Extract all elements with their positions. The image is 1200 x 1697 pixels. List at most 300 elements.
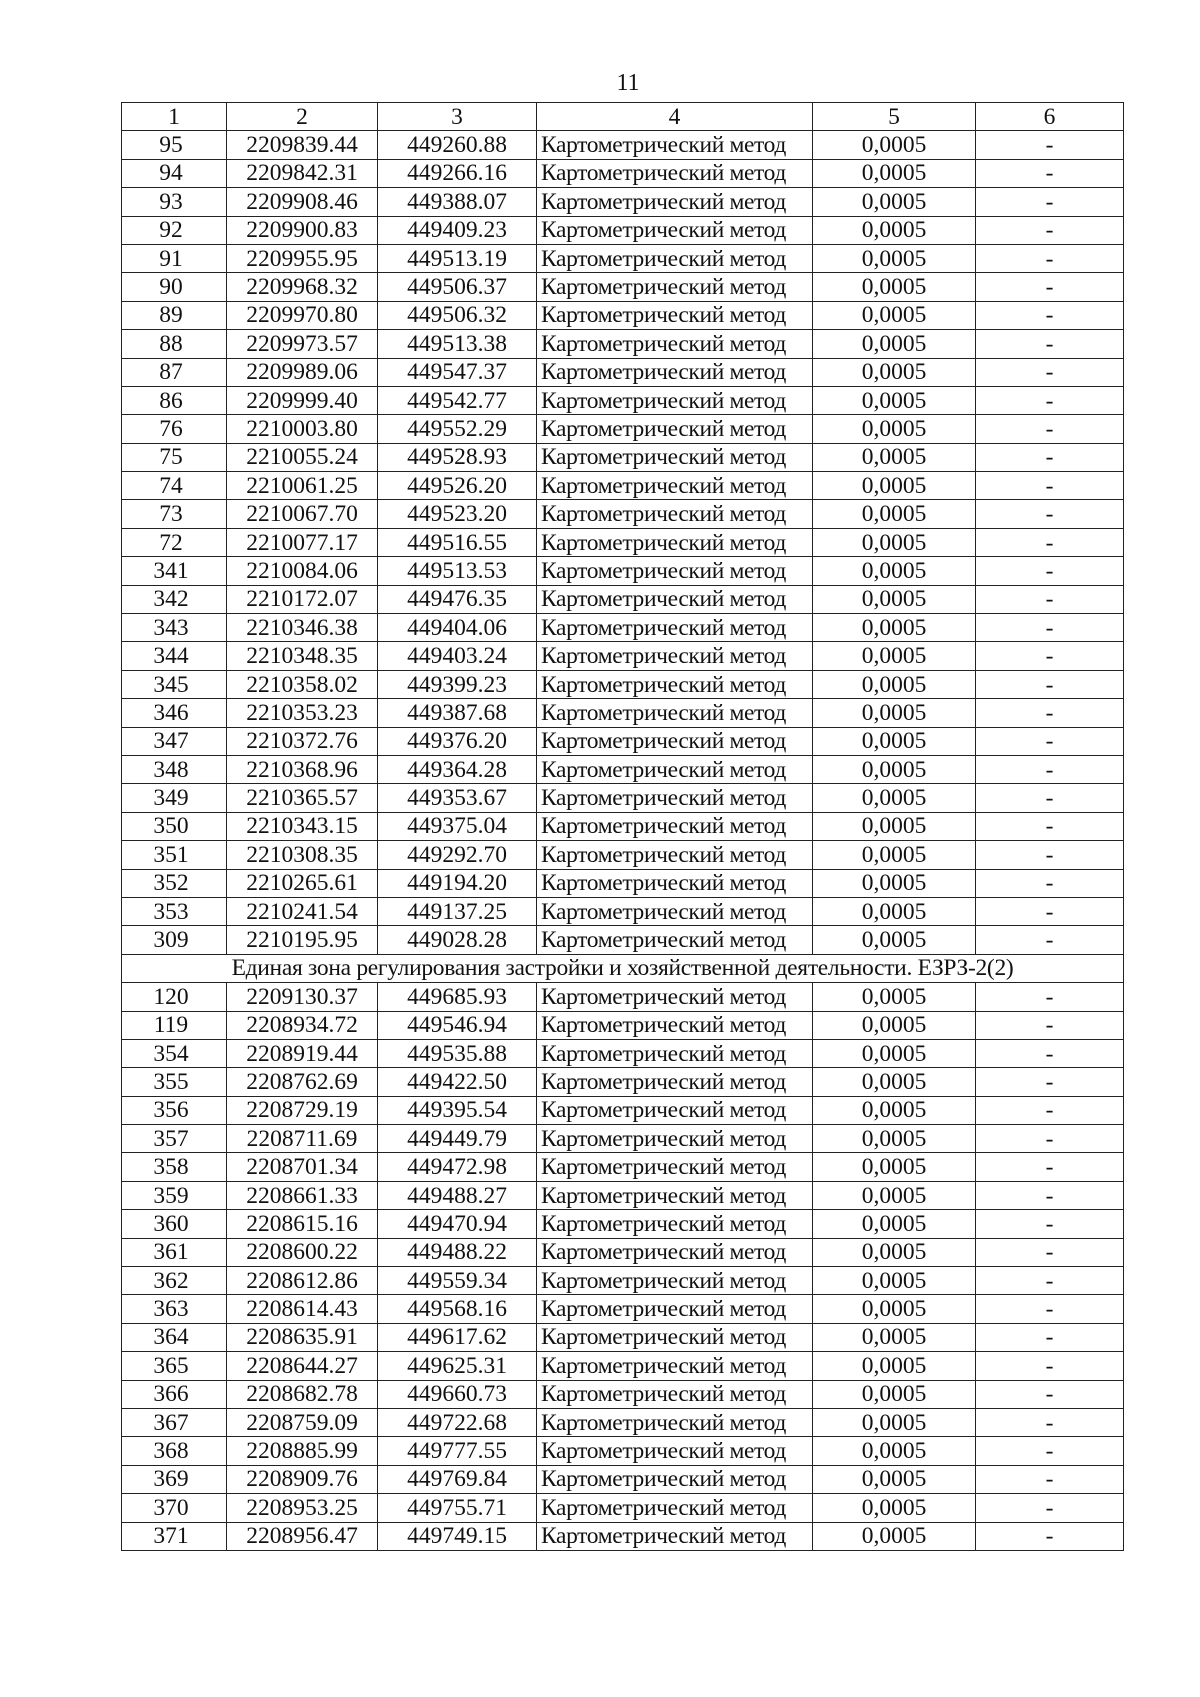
point-number: 73 (122, 500, 227, 528)
accuracy: 0,0005 (813, 642, 976, 670)
table-row (122, 330, 1124, 358)
x-coordinate: 2208956.47 (227, 1522, 378, 1550)
y-coordinate: 449513.53 (378, 557, 537, 585)
x-coordinate: 2208615.16 (227, 1210, 378, 1238)
method: Картометрический метод (537, 1011, 813, 1039)
x-coordinate: 2208919.44 (227, 1039, 378, 1067)
y-coordinate: 449292.70 (378, 841, 537, 869)
point-number: 367 (122, 1408, 227, 1436)
table-row (122, 500, 1124, 528)
x-coordinate: 2210241.54 (227, 897, 378, 925)
table-row (122, 415, 1124, 443)
y-coordinate: 449617.62 (378, 1323, 537, 1351)
column-number: 3 (378, 103, 537, 131)
accuracy: 0,0005 (813, 1096, 976, 1124)
accuracy: 0,0005 (813, 1181, 976, 1209)
method: Картометрический метод (537, 1125, 813, 1153)
note: - (976, 869, 1124, 897)
method: Картометрический метод (537, 926, 813, 954)
method: Картометрический метод (537, 188, 813, 216)
point-number: 90 (122, 273, 227, 301)
table-row (122, 1068, 1124, 1096)
table-row (122, 386, 1124, 414)
point-number: 95 (122, 131, 227, 159)
table-row (122, 1039, 1124, 1067)
x-coordinate: 2210265.61 (227, 869, 378, 897)
y-coordinate: 449546.94 (378, 1011, 537, 1039)
method: Картометрический метод (537, 1181, 813, 1209)
table-body (122, 103, 1124, 1551)
y-coordinate: 449625.31 (378, 1352, 537, 1380)
y-coordinate: 449506.32 (378, 301, 537, 329)
table-row (122, 897, 1124, 925)
accuracy: 0,0005 (813, 415, 976, 443)
method: Картометрический метод (537, 983, 813, 1011)
point-number: 362 (122, 1267, 227, 1295)
point-number: 358 (122, 1153, 227, 1181)
y-coordinate: 449266.16 (378, 159, 537, 187)
method: Картометрический метод (537, 330, 813, 358)
table-row (122, 528, 1124, 556)
accuracy: 0,0005 (813, 784, 976, 812)
point-number: 309 (122, 926, 227, 954)
accuracy: 0,0005 (813, 1380, 976, 1408)
column-number: 2 (227, 103, 378, 131)
accuracy: 0,0005 (813, 557, 976, 585)
table-row (122, 812, 1124, 840)
x-coordinate: 2208644.27 (227, 1352, 378, 1380)
y-coordinate: 449769.84 (378, 1465, 537, 1493)
y-coordinate: 449535.88 (378, 1039, 537, 1067)
y-coordinate: 449523.20 (378, 500, 537, 528)
x-coordinate: 2210084.06 (227, 557, 378, 585)
y-coordinate: 449559.34 (378, 1267, 537, 1295)
method: Картометрический метод (537, 670, 813, 698)
x-coordinate: 2209842.31 (227, 159, 378, 187)
y-coordinate: 449399.23 (378, 670, 537, 698)
method: Картометрический метод (537, 472, 813, 500)
x-coordinate: 2209989.06 (227, 358, 378, 386)
note: - (976, 670, 1124, 698)
y-coordinate: 449353.67 (378, 784, 537, 812)
accuracy: 0,0005 (813, 330, 976, 358)
method: Картометрический метод (537, 415, 813, 443)
y-coordinate: 449194.20 (378, 869, 537, 897)
table-row (122, 926, 1124, 954)
accuracy: 0,0005 (813, 1125, 976, 1153)
accuracy: 0,0005 (813, 897, 976, 925)
x-coordinate: 2208661.33 (227, 1181, 378, 1209)
point-number: 354 (122, 1039, 227, 1067)
y-coordinate: 449476.35 (378, 585, 537, 613)
method: Картометрический метод (537, 273, 813, 301)
note: - (976, 1408, 1124, 1436)
accuracy: 0,0005 (813, 1238, 976, 1266)
accuracy: 0,0005 (813, 699, 976, 727)
accuracy: 0,0005 (813, 983, 976, 1011)
accuracy: 0,0005 (813, 670, 976, 698)
accuracy: 0,0005 (813, 1465, 976, 1493)
point-number: 86 (122, 386, 227, 414)
note: - (976, 1125, 1124, 1153)
note: - (976, 358, 1124, 386)
x-coordinate: 2208934.72 (227, 1011, 378, 1039)
table-row (122, 1153, 1124, 1181)
table-row (122, 301, 1124, 329)
method: Картометрический метод (537, 1437, 813, 1465)
accuracy: 0,0005 (813, 528, 976, 556)
point-number: 87 (122, 358, 227, 386)
method: Картометрический метод (537, 897, 813, 925)
method: Картометрический метод (537, 1295, 813, 1323)
note: - (976, 1522, 1124, 1550)
table-row (122, 1494, 1124, 1522)
table-row (122, 1522, 1124, 1550)
method: Картометрический метод (537, 557, 813, 585)
x-coordinate: 2210368.96 (227, 755, 378, 783)
note: - (976, 1068, 1124, 1096)
x-coordinate: 2210003.80 (227, 415, 378, 443)
method: Картометрический метод (537, 244, 813, 272)
note: - (976, 1437, 1124, 1465)
table-row (122, 1011, 1124, 1039)
method: Картометрический метод (537, 159, 813, 187)
y-coordinate: 449722.68 (378, 1408, 537, 1436)
x-coordinate: 2208953.25 (227, 1494, 378, 1522)
accuracy: 0,0005 (813, 1494, 976, 1522)
method: Картометрический метод (537, 1096, 813, 1124)
table-row (122, 216, 1124, 244)
table-row (122, 1437, 1124, 1465)
x-coordinate: 2209999.40 (227, 386, 378, 414)
accuracy: 0,0005 (813, 1323, 976, 1351)
y-coordinate: 449547.37 (378, 358, 537, 386)
note: - (976, 841, 1124, 869)
y-coordinate: 449472.98 (378, 1153, 537, 1181)
y-coordinate: 449470.94 (378, 1210, 537, 1238)
table-row (122, 1210, 1124, 1238)
accuracy: 0,0005 (813, 585, 976, 613)
note: - (976, 812, 1124, 840)
note: - (976, 188, 1124, 216)
point-number: 72 (122, 528, 227, 556)
note: - (976, 557, 1124, 585)
note: - (976, 244, 1124, 272)
x-coordinate: 2208600.22 (227, 1238, 378, 1266)
x-coordinate: 2208614.43 (227, 1295, 378, 1323)
x-coordinate: 2208885.99 (227, 1437, 378, 1465)
point-number: 92 (122, 216, 227, 244)
x-coordinate: 2208682.78 (227, 1380, 378, 1408)
method: Картометрический метод (537, 869, 813, 897)
accuracy: 0,0005 (813, 244, 976, 272)
y-coordinate: 449364.28 (378, 755, 537, 783)
point-number: 74 (122, 472, 227, 500)
point-number: 346 (122, 699, 227, 727)
point-number: 357 (122, 1125, 227, 1153)
point-number: 76 (122, 415, 227, 443)
note: - (976, 1011, 1124, 1039)
accuracy: 0,0005 (813, 1437, 976, 1465)
note: - (976, 1380, 1124, 1408)
y-coordinate: 449449.79 (378, 1125, 537, 1153)
method: Картометрический метод (537, 699, 813, 727)
y-coordinate: 449542.77 (378, 386, 537, 414)
point-number: 356 (122, 1096, 227, 1124)
table-row (122, 585, 1124, 613)
table-row (122, 755, 1124, 783)
method: Картометрический метод (537, 1153, 813, 1181)
y-coordinate: 449388.07 (378, 188, 537, 216)
point-number: 360 (122, 1210, 227, 1238)
x-coordinate: 2209970.80 (227, 301, 378, 329)
method: Картометрический метод (537, 1210, 813, 1238)
note: - (976, 330, 1124, 358)
table-row (122, 188, 1124, 216)
table-row (122, 1238, 1124, 1266)
note: - (976, 784, 1124, 812)
y-coordinate: 449516.55 (378, 528, 537, 556)
method: Картометрический метод (537, 1068, 813, 1096)
x-coordinate: 2210308.35 (227, 841, 378, 869)
method: Картометрический метод (537, 1267, 813, 1295)
note: - (976, 216, 1124, 244)
x-coordinate: 2208759.09 (227, 1408, 378, 1436)
note: - (976, 159, 1124, 187)
x-coordinate: 2210055.24 (227, 443, 378, 471)
accuracy: 0,0005 (813, 1522, 976, 1550)
point-number: 363 (122, 1295, 227, 1323)
point-number: 120 (122, 983, 227, 1011)
y-coordinate: 449568.16 (378, 1295, 537, 1323)
table-row (122, 244, 1124, 272)
accuracy: 0,0005 (813, 1352, 976, 1380)
note: - (976, 472, 1124, 500)
table-row (122, 159, 1124, 187)
y-coordinate: 449685.93 (378, 983, 537, 1011)
y-coordinate: 449660.73 (378, 1380, 537, 1408)
point-number: 371 (122, 1522, 227, 1550)
point-number: 353 (122, 897, 227, 925)
accuracy: 0,0005 (813, 614, 976, 642)
note: - (976, 1210, 1124, 1238)
accuracy: 0,0005 (813, 1210, 976, 1238)
point-number: 341 (122, 557, 227, 585)
note: - (976, 1465, 1124, 1493)
table-row (122, 642, 1124, 670)
x-coordinate: 2210353.23 (227, 699, 378, 727)
x-coordinate: 2210346.38 (227, 614, 378, 642)
table-row (122, 727, 1124, 755)
point-number: 345 (122, 670, 227, 698)
x-coordinate: 2208612.86 (227, 1267, 378, 1295)
y-coordinate: 449777.55 (378, 1437, 537, 1465)
note: - (976, 1238, 1124, 1266)
x-coordinate: 2210372.76 (227, 727, 378, 755)
table-row (122, 472, 1124, 500)
x-coordinate: 2208711.69 (227, 1125, 378, 1153)
accuracy: 0,0005 (813, 159, 976, 187)
note: - (976, 1181, 1124, 1209)
y-coordinate: 449488.22 (378, 1238, 537, 1266)
accuracy: 0,0005 (813, 216, 976, 244)
y-coordinate: 449376.20 (378, 727, 537, 755)
accuracy: 0,0005 (813, 812, 976, 840)
note: - (976, 500, 1124, 528)
y-coordinate: 449422.50 (378, 1068, 537, 1096)
method: Картометрический метод (537, 528, 813, 556)
x-coordinate: 2209908.46 (227, 188, 378, 216)
accuracy: 0,0005 (813, 755, 976, 783)
section-title: Единая зона регулирования застройки и хозяйственной деятельности. ЕЗРЗ-2(2) (122, 954, 1124, 982)
note: - (976, 131, 1124, 159)
y-coordinate: 449137.25 (378, 897, 537, 925)
note: - (976, 1153, 1124, 1181)
accuracy: 0,0005 (813, 358, 976, 386)
table-row (122, 443, 1124, 471)
accuracy: 0,0005 (813, 386, 976, 414)
x-coordinate: 2210343.15 (227, 812, 378, 840)
x-coordinate: 2208729.19 (227, 1096, 378, 1124)
note: - (976, 585, 1124, 613)
point-number: 349 (122, 784, 227, 812)
note: - (976, 983, 1124, 1011)
note: - (976, 897, 1124, 925)
point-number: 75 (122, 443, 227, 471)
accuracy: 0,0005 (813, 301, 976, 329)
point-number: 88 (122, 330, 227, 358)
method: Картометрический метод (537, 386, 813, 414)
accuracy: 0,0005 (813, 1039, 976, 1067)
y-coordinate: 449403.24 (378, 642, 537, 670)
column-number: 6 (976, 103, 1124, 131)
method: Картометрический метод (537, 500, 813, 528)
note: - (976, 528, 1124, 556)
accuracy: 0,0005 (813, 1153, 976, 1181)
x-coordinate: 2209839.44 (227, 131, 378, 159)
page-number: 11 (616, 70, 640, 96)
x-coordinate: 2208762.69 (227, 1068, 378, 1096)
method: Картометрический метод (537, 642, 813, 670)
y-coordinate: 449404.06 (378, 614, 537, 642)
table-row (122, 131, 1124, 159)
x-coordinate: 2209900.83 (227, 216, 378, 244)
table-row (122, 557, 1124, 585)
accuracy: 0,0005 (813, 1068, 976, 1096)
table-row (122, 1465, 1124, 1493)
method: Картометрический метод (537, 784, 813, 812)
note: - (976, 1039, 1124, 1067)
method: Картометрический метод (537, 358, 813, 386)
y-coordinate: 449488.27 (378, 1181, 537, 1209)
method: Картометрический метод (537, 1380, 813, 1408)
x-coordinate: 2209130.37 (227, 983, 378, 1011)
note: - (976, 273, 1124, 301)
section-row (122, 954, 1124, 982)
table-row (122, 784, 1124, 812)
note: - (976, 1096, 1124, 1124)
y-coordinate: 449528.93 (378, 443, 537, 471)
note: - (976, 1295, 1124, 1323)
x-coordinate: 2209968.32 (227, 273, 378, 301)
method: Картометрический метод (537, 1494, 813, 1522)
y-coordinate: 449755.71 (378, 1494, 537, 1522)
point-number: 347 (122, 727, 227, 755)
point-number: 368 (122, 1437, 227, 1465)
x-coordinate: 2210195.95 (227, 926, 378, 954)
accuracy: 0,0005 (813, 869, 976, 897)
accuracy: 0,0005 (813, 1267, 976, 1295)
point-number: 366 (122, 1380, 227, 1408)
point-number: 352 (122, 869, 227, 897)
x-coordinate: 2210348.35 (227, 642, 378, 670)
method: Картометрический метод (537, 614, 813, 642)
method: Картометрический метод (537, 727, 813, 755)
method: Картометрический метод (537, 1465, 813, 1493)
method: Картометрический метод (537, 585, 813, 613)
note: - (976, 1494, 1124, 1522)
accuracy: 0,0005 (813, 727, 976, 755)
table-row (122, 670, 1124, 698)
method: Картометрический метод (537, 216, 813, 244)
point-number: 343 (122, 614, 227, 642)
y-coordinate: 449513.38 (378, 330, 537, 358)
y-coordinate: 449028.28 (378, 926, 537, 954)
method: Картометрический метод (537, 301, 813, 329)
y-coordinate: 449387.68 (378, 699, 537, 727)
table-row (122, 614, 1124, 642)
y-coordinate: 449526.20 (378, 472, 537, 500)
accuracy: 0,0005 (813, 131, 976, 159)
y-coordinate: 449506.37 (378, 273, 537, 301)
note: - (976, 415, 1124, 443)
note: - (976, 386, 1124, 414)
table-row (122, 358, 1124, 386)
x-coordinate: 2209973.57 (227, 330, 378, 358)
point-number: 350 (122, 812, 227, 840)
point-number: 342 (122, 585, 227, 613)
x-coordinate: 2210365.57 (227, 784, 378, 812)
point-number: 351 (122, 841, 227, 869)
x-coordinate: 2209955.95 (227, 244, 378, 272)
x-coordinate: 2210061.25 (227, 472, 378, 500)
method: Картометрический метод (537, 1522, 813, 1550)
table-row (122, 1352, 1124, 1380)
point-number: 348 (122, 755, 227, 783)
table-row (122, 1408, 1124, 1436)
method: Картометрический метод (537, 443, 813, 471)
note: - (976, 1352, 1124, 1380)
accuracy: 0,0005 (813, 841, 976, 869)
point-number: 364 (122, 1323, 227, 1351)
y-coordinate: 449260.88 (378, 131, 537, 159)
point-number: 359 (122, 1181, 227, 1209)
note: - (976, 699, 1124, 727)
accuracy: 0,0005 (813, 188, 976, 216)
y-coordinate: 449749.15 (378, 1522, 537, 1550)
method: Картометрический метод (537, 755, 813, 783)
method: Картометрический метод (537, 131, 813, 159)
note: - (976, 443, 1124, 471)
method: Картометрический метод (537, 1238, 813, 1266)
point-number: 370 (122, 1494, 227, 1522)
point-number: 119 (122, 1011, 227, 1039)
table-row (122, 869, 1124, 897)
method: Картометрический метод (537, 841, 813, 869)
x-coordinate: 2210077.17 (227, 528, 378, 556)
table-row (122, 1181, 1124, 1209)
note: - (976, 301, 1124, 329)
